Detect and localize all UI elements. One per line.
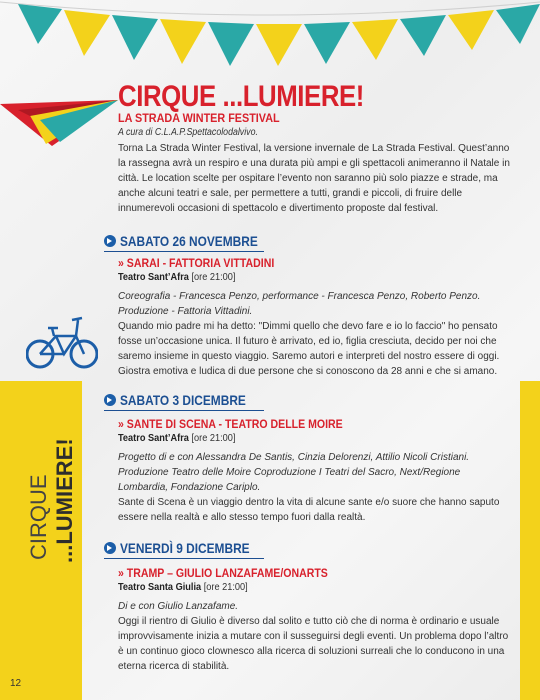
day-label: SABATO 3 DICEMBRE [120,392,246,408]
event-block [118,566,513,674]
sidebar-line-2: ...LUMIERE! [52,438,77,563]
page-number: 12 [10,678,22,689]
day-underline [104,410,264,411]
right-band [520,381,540,700]
event-time: [ore 21:00] [191,433,236,444]
event-time: [ore 21:00] [191,272,236,283]
bunting-decoration [0,0,540,75]
curator-credit: A cura di C.L.A.P.Spettacolodalvivo. [118,127,258,138]
arrow-circle-icon [104,394,116,406]
event-venue: Teatro Santa Giulia [118,582,202,593]
day-underline [104,251,264,252]
event-credits: Coreografia - Francesca Penzo, performance - Francesca Penzo, Roberto Penzo. Produzione - Fattoria Vittadini. [118,291,481,317]
day-label: SABATO 26 NOVEMBRE [120,233,258,249]
sidebar-vertical-title [20,395,80,565]
event-venue: Teatro Sant’Afra [118,433,189,444]
arrow-circle-icon [104,235,116,247]
event-credits: Di e con Giulio Lanzafame. [118,601,239,612]
day-heading [104,392,268,408]
event-time: [ore 21:00] [203,582,248,593]
arrow-circle-icon [104,542,116,554]
bicycle-icon [26,312,98,370]
intro-paragraph: Torna La Strada Winter Festival, la versione invernale de La Strada Festival. Quest’anno la rassegna avrà un respiro e una durata più ampi e gli spettacoli animeranno il Natale in città. Le location scelte per ospitare l’evento non saranno più solo piazze e strade, ma anche alcuni teatri e sale, per permettere a tutti, grandi e piccoli, di fruire delle innumerevoli occasioni di spettacolo e divertimento proposte dal festival. [118,143,510,214]
event-venue: Teatro Sant’Afra [118,272,189,283]
page-title: CIRQUE ...LUMIERE! [118,80,364,113]
sidebar-line-1: CIRQUE [26,474,51,560]
festival-subtitle: LA STRADA WINTER FESTIVAL [118,111,280,125]
event-title: » TRAMP – GIULIO LANZAFAME/ONARTS [118,566,328,580]
day-label: VENERDÌ 9 DICEMBRE [120,540,250,556]
venue-line [118,582,481,593]
event-description: Oggi il rientro di Giulio è diverso dal solito e tutto ciò che di norma è ordinario e usuale improvvisamente inizia a mutare con il susseguirsi degli eventi. Un problema dopo l’altro è un continuo gioco clownesco alla ricerca di soluzioni surreali che lo conducono in una eterna ricerca di stabilità. [118,616,509,672]
event-credits: Progetto di e con Alessandra De Santis, Cinzia Delorenzi, Attilio Nicoli Cristiani. Produzione Teatro delle Moire Coproduzione I Teatri del Sacro, Next/Regione Lombardia, Fondazione Cariplo. [118,452,470,493]
paper-plane-icon [0,98,118,148]
event-title: » SARAI - FATTORIA VITTADINI [118,256,275,270]
event-description: Quando mio padre mi ha detto: "Dimmi quello che devo fare e io lo faccio" ho pensato fosse un’occasione unica. Il futuro è arrivato, ed io, figlia cresciuta, decido per noi che saremo insieme in questo viaggio. Saremo autori e interpreti del nostro essere di oggi. Giostra emotiva e ludica di due persone che si conoscono da 28 anni e che si amano. [118,321,500,377]
venue-line [118,272,481,283]
event-block [118,417,513,525]
venue-line [118,433,481,444]
event-description: Sante di Scena è un viaggio dentro la vita di alcune sante e/o suore che hanno saputo essere nella realtà e allo stesso tempo fuori dalla realtà. [118,497,500,523]
day-heading [104,233,282,249]
day-underline [104,558,264,559]
event-block [118,256,513,379]
event-title: » SANTE DI SCENA - TEATRO DELLE MOIRE [118,417,343,431]
day-heading [104,540,272,556]
